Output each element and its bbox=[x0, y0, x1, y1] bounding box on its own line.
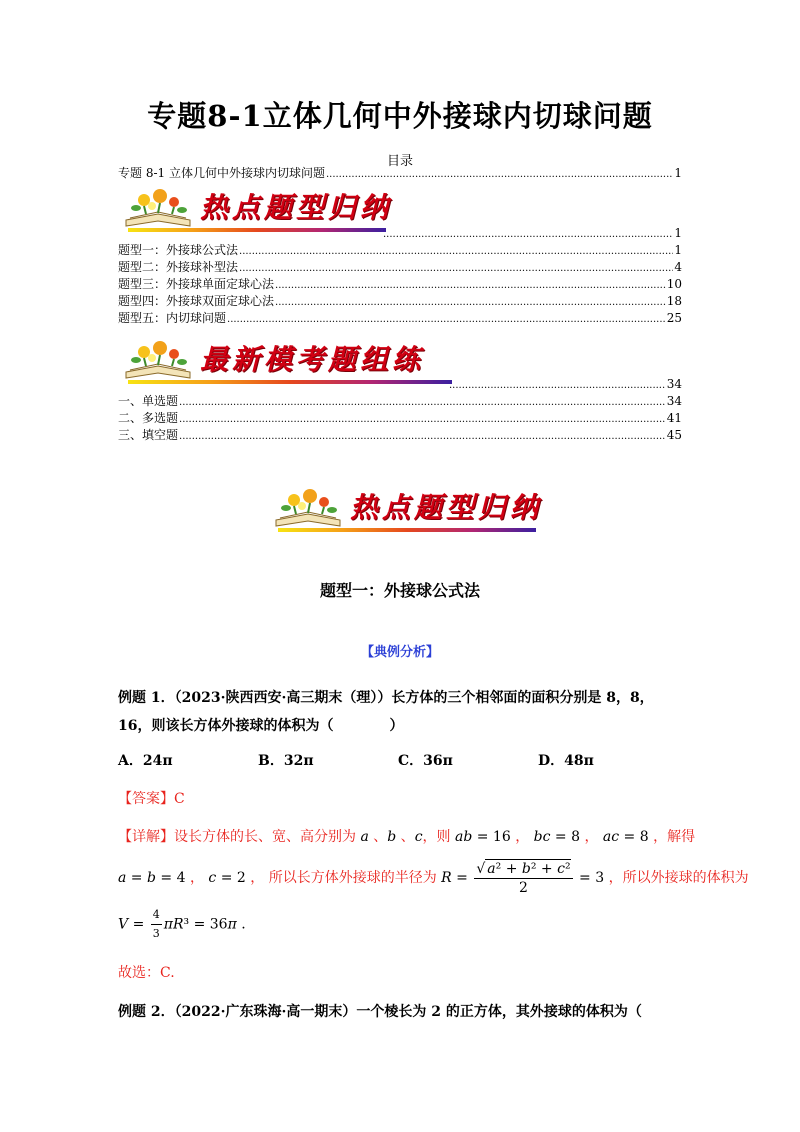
gradient-bar bbox=[278, 528, 536, 532]
sub-heading: 【典例分析】 bbox=[360, 645, 439, 660]
radius-fraction: $\frac{\text{√ a² + b² + c²}}{2}$ bbox=[476, 861, 571, 896]
math-expr: ab bbox=[454, 829, 473, 845]
open-book-flowers-icon bbox=[272, 486, 344, 530]
section-title: 题型一：外接球公式法 bbox=[319, 581, 480, 600]
question-line: 例题 1．（2023·陕西西安·高三期末（理））长方体的三个相邻面的面积分别是 8，8， bbox=[118, 690, 654, 706]
toc-entry[interactable]: 题型四：外接球双面定球心法 ..... 18 bbox=[118, 294, 682, 310]
toc-entry[interactable]: ..... 1 bbox=[382, 226, 682, 242]
detail-line-1: 【详解】设长方体的长、宽、高分别为 a 、b 、c，则 ab = 16 ， bc = 8 ， ac = 8 ，解得 bbox=[118, 829, 696, 845]
hot-topics-banner bbox=[122, 186, 422, 236]
toc-entry[interactable]: 题型一：外接球公式法 ..... 1 bbox=[118, 243, 682, 259]
toc-heading: 目录 bbox=[386, 154, 413, 169]
volume-formula: V = $\frac{4}{3}$ πR³ = 36π . bbox=[118, 908, 246, 940]
open-book-flowers-icon bbox=[122, 338, 194, 382]
latest-exams-banner bbox=[122, 338, 462, 388]
gradient-bar bbox=[128, 228, 386, 232]
conclusion-line: 故选：C. bbox=[118, 965, 175, 981]
math-expr: a bbox=[360, 829, 369, 845]
detail-line-2: a = b = 4 ， c = 2 ， 所以长方体外接球的半径为 R = $\frac{\text{√ a² + b² + c²}}{2}$ = 3 ，所以外接球的体积为 bbox=[118, 861, 749, 896]
option-b: B．32π bbox=[258, 753, 314, 769]
option-a: A．24π bbox=[118, 753, 173, 769]
toc-entry[interactable]: 一、单选题 ..... 34 bbox=[118, 394, 682, 410]
hot-topics-banner bbox=[272, 486, 542, 536]
latest-exams-banner-text: 最新模考题组练 bbox=[200, 343, 425, 376]
toc-entry[interactable]: 题型五：内切球问题 ..... 25 bbox=[118, 311, 682, 327]
hot-topics-banner-text: 热点题型归纳 bbox=[200, 191, 393, 224]
open-book-flowers-icon bbox=[122, 186, 194, 230]
option-d: D．48π bbox=[538, 753, 594, 769]
answer-line: 【答案】C bbox=[118, 791, 185, 807]
question-line: 16，则该长方体外接球的体积为（ ） bbox=[118, 718, 404, 734]
math-expr: a bbox=[118, 870, 127, 886]
question-line: 例题 2．（2022·广东珠海·高一期末）一个棱长为 2 的正方体，其外接球的体积为（ bbox=[118, 1004, 642, 1020]
toc-entry[interactable]: ..... 34 bbox=[448, 377, 682, 393]
example-question bbox=[118, 684, 684, 740]
example-question bbox=[118, 998, 684, 1026]
toc-entry[interactable]: 三、填空题 ..... 45 bbox=[118, 428, 682, 444]
toc-entry[interactable]: 题型二：外接球补型法 ..... 4 bbox=[118, 260, 682, 276]
hot-topics-banner-text: 热点题型归纳 bbox=[350, 491, 543, 524]
document-title: 专题8-1立体几何中外接球内切球问题 bbox=[147, 99, 653, 133]
toc-entry[interactable]: 专题 8-1 立体几何中外接球内切球问题 ..... 1 bbox=[118, 166, 682, 182]
option-c: C．36π bbox=[398, 753, 453, 769]
gradient-bar bbox=[128, 380, 452, 384]
toc-entry[interactable]: 二、多选题 ..... 41 bbox=[118, 411, 682, 427]
toc-entry[interactable]: 题型三：外接球单面定球心法 ..... 10 bbox=[118, 277, 682, 293]
